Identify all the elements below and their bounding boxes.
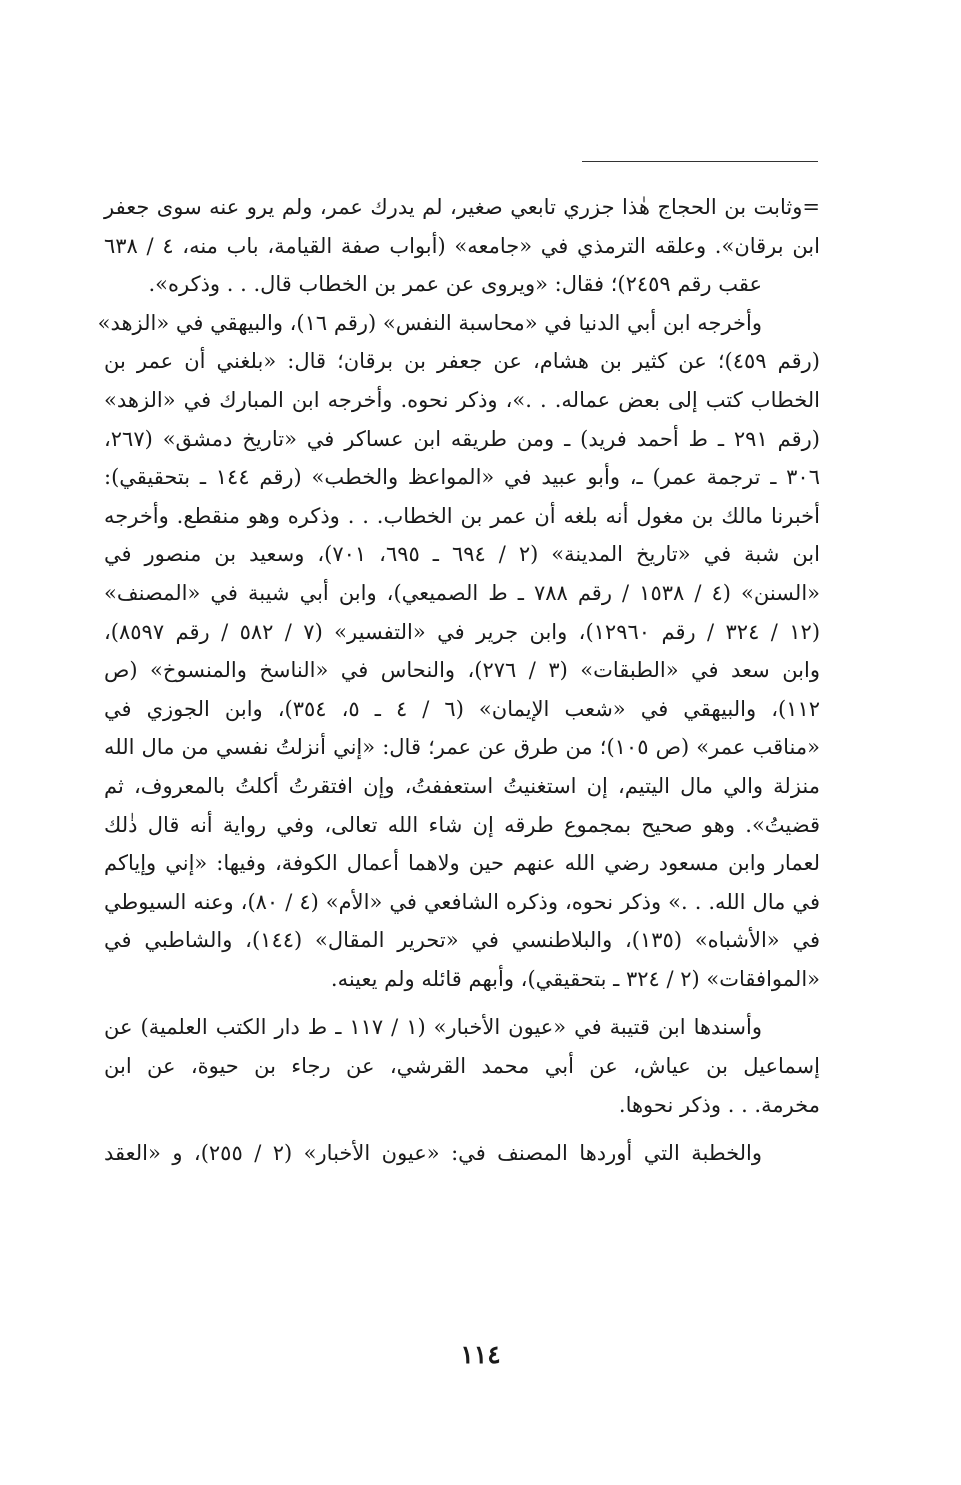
text-line: ٣٠٦ ـ ترجمة عمر) ـ، وأبو عبيد في «المواعظ والخطب» (رقم ١٤٤ ـ بتحقيقي): [104,465,820,490]
text-line: (رقم ٤٥٩)؛ عن كثير بن هشام، عن جعفر بن برقان؛ قال: «بلغني أن عمر بن [104,349,820,374]
text-line: وابن سعد في «الطبقات» (٣ / ٢٧٦)، والنحاس في «الناسخ والمنسوخ» (ص [104,658,821,683]
text-line: ابن شبة في «تاريخ المدينة» (٢ / ٦٩٤ ـ ٦٩٥، ٧٠١)، وسعيد بن منصور في [104,542,820,567]
footnote-separator-rule [582,161,818,162]
text-line: «السنن» (٤ / ١٥٣٨ / رقم ٧٨٨ ـ ط الصميعي)، وابن أبي شيبة في «المصنف» [104,580,820,605]
text-line: والخطبة التي أوردها المصنف في: «عيون الأخبار» (٢ / ٢٥٥)، و «العقد [104,1141,762,1166]
text-line: (١٢ / ٣٢٤ / رقم ١٢٩٦٠)، وابن جرير في «التفسير» (٧ / ٥٨٢ / رقم ٨٥٩٧)، [104,619,821,644]
text-line: في «الأشباه» (١٣٥)، والبلاطنسي في «تحرير المقال» (١٤٤)، والشاطبي في [104,928,820,953]
text-line: ابن برقان». وعلقه الترمذي في «جامعه» (أبواب صفة القيامة، باب منه، ٤ / ٦٣٨ [104,233,820,258]
text-line: عقب رقم ٢٤٥٩)؛ فقال: «ويروى عن عمر بن الخطاب قال. . . وذكره». [148,272,762,297]
paragraph-3 [104,1008,820,1124]
paragraph-1 [104,188,820,304]
text-line: (رقم ٢٩١ ـ ط أحمد فريد) ـ ومن طريقه ابن عساكر في «تاريخ دمشق» (٢٦٧، [104,426,820,451]
text-line: وأسندها ابن قتيبة في «عيون الأخبار» (١ / ١١٧ ـ ط دار الكتب العلمية) عن [104,1015,762,1040]
text-line: لعمار وابن مسعود رضي الله عنهم حين ولاهما أعمال الكوفة، وفيها: «إني وإياكم [104,851,820,876]
text-line: إسماعيل بن عياش، عن أبي محمد القرشي، عن رجاء بن حيوة، عن ابن [104,1054,820,1079]
paragraph-4 [104,1134,820,1173]
text-line: وأخرجه ابن أبي الدنيا في «محاسبة النفس» (رقم ١٦)، والبيهقي في «الزهد» [97,310,762,335]
text-line: «مناقب عمر» (ص ١٠٥)؛ من طرق عن عمر؛ قال: «إني أنزلتُ نفسي من مال الله [104,735,820,760]
text-line: الخطاب كتب إلى بعض عماله. . .»، وذكر نحوه. وأخرجه ابن المبارك في «الزهد» [104,387,820,412]
text-line: ١١٢)، والبيهقي في «شعب الإيمان» (٦ / ٤ ـ ٥، ٣٥٤)، وابن الجوزي في [104,696,821,721]
text-line: مخرمة. . . وذكر نحوها. [618,1092,820,1117]
paragraph-2 [97,304,821,999]
text-line: «الموافقات» (٢ / ٣٢٤ ـ بتحقيقي)، وأبهم قائله ولم يعينه. [330,966,820,991]
footnote-text-block [97,188,821,1173]
page-number: ١١٤ [460,1340,501,1369]
text-line: قضيتُ». وهو صحيح بمجموع طرقه إن شاء الله تعالى، وفي رواية أنه قال ذٰلك [104,812,820,837]
text-line: =وثابت بن الحجاج هٰذا جزري تابعي صغير، لم يدرك عمر، ولم يرو عنه سوى جعفر [104,195,820,219]
text-line: منزلة والي مال اليتيم، إن استغنيتُ استعففتُ، وإن افتقرتُ أكلتُ بالمعروف، ثم [104,773,820,798]
text-line: في مال الله. . .» وذكر نحوه، وذكره الشافعي في «الأم» (٤ / ٨٠)، وعنه السيوطي [104,889,820,914]
text-line: أخبرنا مالك بن مغول أنه بلغه أن عمر بن الخطاب. . . وذكره وهو منقطع. وأخرجه [104,503,820,528]
